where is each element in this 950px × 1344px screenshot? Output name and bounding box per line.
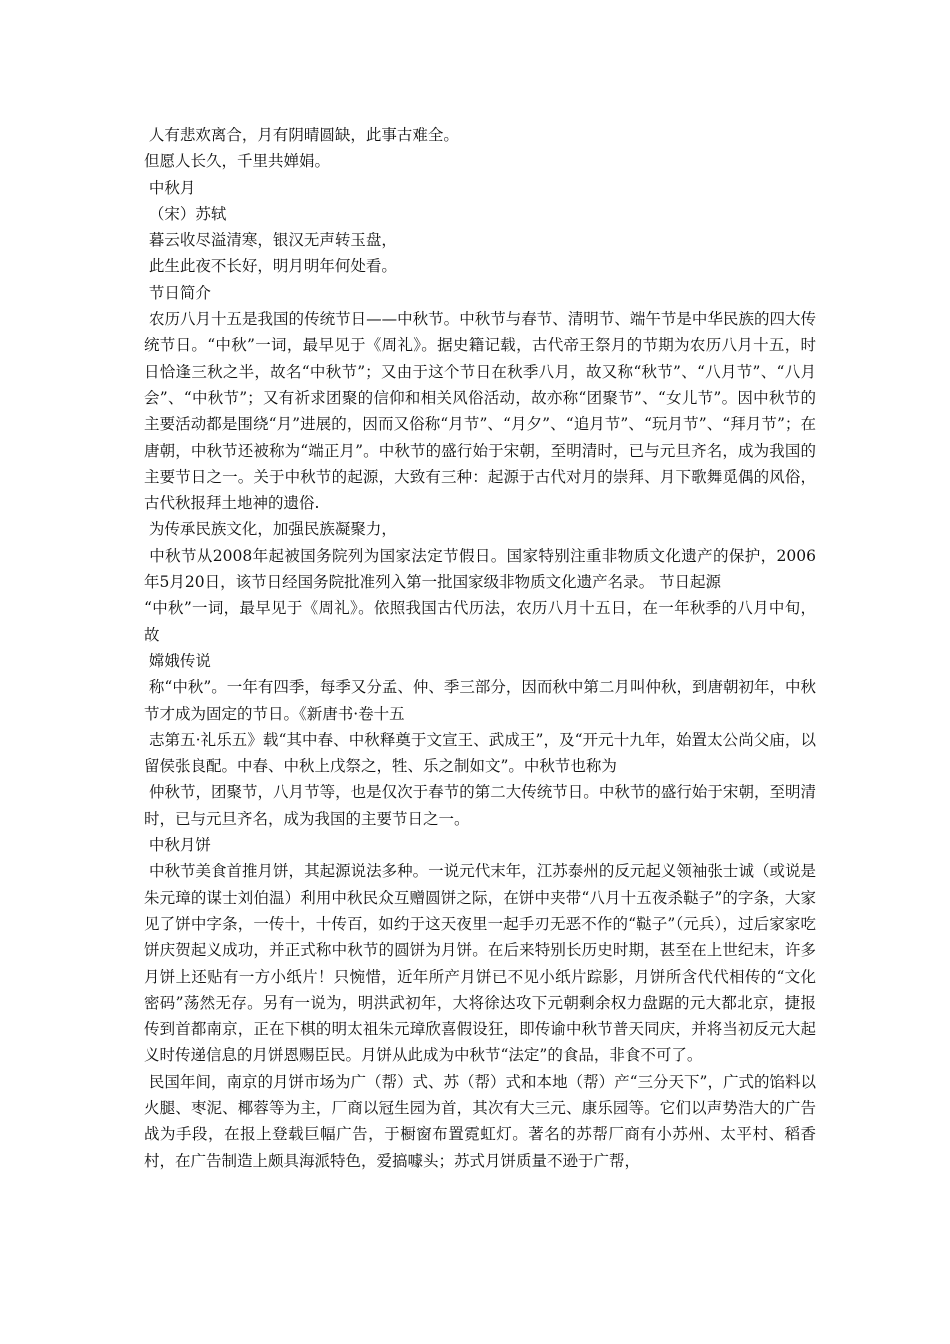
paragraph-heritage-lead: 为传承民族文化，加强民族凝聚力， xyxy=(144,520,397,539)
paragraph-holiday: 中秋节从2008年起被国务院列为国家法定节假日。国家特别注重非物质文化遗产的保护，2006年5月20日，该节日经国务院批准列入第一批国家级非物质文化遗产名录。 节日起源 xyxy=(144,546,816,592)
poem-author: （宋）苏轼 xyxy=(144,204,227,223)
poem-title: 中秋月 xyxy=(144,178,196,197)
paragraph-tang: 志第五·礼乐五》载“其中春、中秋释奠于文宣王、武成王”，及“开元十九年，始置太公尚父庙，以留侯张良配。中春、中秋上戊祭之，牲、乐之制如文”。中秋节也称为 xyxy=(144,730,816,776)
poem-line-2: 但愿人长久，千里共婵娟。 xyxy=(144,152,331,171)
poem-line-3: 暮云收尽溢清寒，银汉无声转玉盘， xyxy=(144,231,397,250)
paragraph-name: 称“中秋”。一年有四季，每季又分孟、仲、季三部分，因而秋中第二月叫仲秋，到唐朝初年，中秋节才成为固定的节日。《新唐书·卷十五 xyxy=(144,678,816,723)
paragraph-republic: 民国年间，南京的月饼市场为广（帮）式、苏（帮）式和本地（帮）产“三分天下”，广式的馅料以火腿、枣泥、椰蓉等为主，厂商以冠生园为首，其次有大三元、康乐园等。它们以声势浩大的广告战为手段，在报上登载巨幅广告，于橱窗布置霓虹灯。著名的苏帮厂商有小苏州、太平村、稻香村，在广告制造上颇具海派特色，爱搞噱头；苏式月饼质量不逊于广帮， xyxy=(144,1072,816,1170)
paragraph-origin: “中秋”一词，最早见于《周礼》。依照我国古代历法，农历八月十五日，在一年秋季的八月中旬，故 xyxy=(144,599,816,644)
paragraph-intro: 农历八月十五是我国的传统节日——中秋节。中秋节与春节、清明节、端午节是中华民族的四大传统节日。“中秋”一词，最早见于《周礼》。据史籍记载，古代帝王祭月的节期为农历八月十五，时日恰逢三秋之半，故名“中秋节”；又由于这个节日在秋季八月，故又称“秋节”、“八月节”、“八月会”、“中秋节”；又有祈求团聚的信仰和相关风俗活动，故亦称“团聚节”、“女儿节”。因中秋节的主要活动都是围绕“月”进展的，因而又俗称“月节”、“月夕”、“追月节”、“玩月节”、“拜月节”；在唐朝，中秋节还被称为“端正月”。中秋节的盛行始于宋朝，至明清时，已与元旦齐名，成为我国的主要节日之一。关于中秋节的起源，大致有三种：起源于古代对月的崇拜、月下歌舞觅偶的风俗，古代秋报拜土地神的遗俗. xyxy=(144,310,816,513)
paragraph-festival: 仲秋节，团聚节，八月节等，也是仅次于春节的第二大传统节日。中秋节的盛行始于宋朝，至明清时，已与元旦齐名，成为我国的主要节日之一。 xyxy=(144,783,816,828)
document-body xyxy=(144,122,816,1174)
poem-line-4: 此生此夜不长好，明月明年何处看。 xyxy=(144,257,397,276)
poem-line-1: 人有悲欢离合，月有阴晴圆缺，此事古难全。 xyxy=(144,126,459,144)
section-heading-legend: 嫦娥传说 xyxy=(144,651,211,670)
paragraph-mooncake: 中秋节美食首推月饼，其起源说法多种。一说元代末年，江苏泰州的反元起义领袖张士诚（或说是朱元璋的谋士刘伯温）利用中秋民众互赠圆饼之际，在饼中夹带“八月十五夜杀鞑子”的字条，大家见了饼中字条，一传十，十传百，如约于这天夜里一起手刃无恶不作的“鞑子”（元兵），过后家家吃饼庆贺起义成功，并正式称中秋节的圆饼为月饼。在后来特别长历史时期，甚至在上世纪末，许多月饼上还贴有一方小纸片！只惋惜，近年所产月饼已不见小纸片踪影，月饼所含代代相传的“文化密码”荡然无存。另有一说为，明洪武初年，大将徐达攻下元朝剩余权力盘踞的元大都北京，捷报传到首都南京，正在下棋的明太祖朱元璋欣喜假设狂，即传谕中秋节普天同庆，并将当初反元大起义时传递信息的月饼恩赐臣民。月饼从此成为中秋节“法定”的食品，非食不可了。 xyxy=(144,862,816,1065)
section-heading-intro: 节日简介 xyxy=(144,283,211,302)
section-heading-mooncake: 中秋月饼 xyxy=(144,836,211,855)
